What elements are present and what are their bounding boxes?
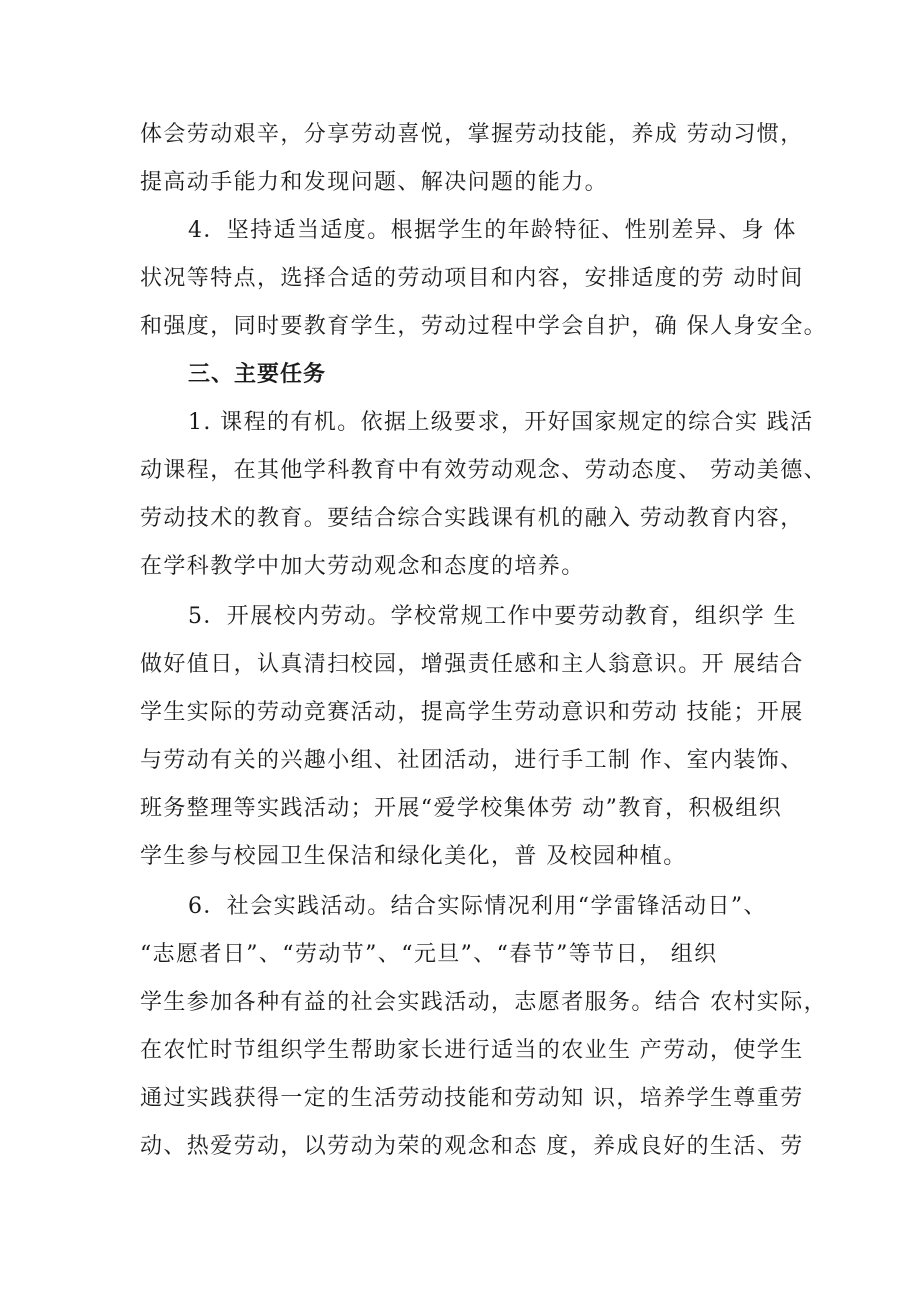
list-item-6-line: 6．社会实践活动。结合实际情况利用“学雷锋活动日”、 (188, 894, 767, 919)
paragraph-line: 在农忙时节组织学生帮助家长进行适当的农业生 产劳动，使学生 (140, 1038, 804, 1063)
paragraph-line: 在学科教学中加大劳动观念和态度的培养。 (140, 554, 585, 579)
section-heading: 三、主要任务 (188, 362, 327, 387)
paragraph-line: 状况等特点，选择合适的劳动项目和内容，安排适度的劳 动时间 (140, 266, 804, 291)
paragraph-line: 与劳动有关的兴趣小组、社团活动，进行手工制 作、室内装饰、 (140, 748, 804, 773)
paragraph-line: 和强度，同时要教育学生，劳动过程中学会自护，确 保人身安全。 (140, 314, 827, 339)
paragraph-line: 学生参加各种有益的社会实践活动，志愿者服务。结合 农村实际， (140, 990, 827, 1015)
paragraph-line: 学生实际的劳动竞赛活动，提高学生劳动意识和劳动 技能；开展 (140, 700, 804, 725)
paragraph-line: 动课程，在其他学科教育中有效劳动观念、劳动态度、 劳动美德、 (140, 458, 827, 483)
paragraph-line: 通过实践获得一定的生活劳动技能和劳动知 识，培养学生尊重劳 (140, 1086, 804, 1111)
paragraph-line: 提高动手能力和发现问题、解决问题的能力。 (140, 170, 609, 195)
paragraph-line: 做好值日，认真清扫校园，增强责任感和主人翁意识。开 展结合 (140, 652, 804, 677)
paragraph-line: 劳动技术的教育。要结合综合实践课有机的融入 劳动教育内容， (140, 506, 804, 531)
paragraph-line: 学生参与校园卫生保洁和绿化美化，普 及校园种植。 (140, 844, 687, 869)
paragraph-line: 体会劳动艰辛，分享劳动喜悦，掌握劳动技能，养成 劳动习惯， (140, 122, 804, 147)
paragraph-line: “志愿者日”、“劳动节”、“元旦”、“春节”等节日， 组织 (140, 942, 718, 967)
list-item-1-line: 1. 课程的有机。依据上级要求，开好国家规定的综合实 践活 (188, 410, 814, 435)
list-item-4-line: 4．坚持适当适度。根据学生的年龄特征、性别差异、身 体 (188, 218, 797, 243)
paragraph-line: 班务整理等实践活动；开展“爱学校集体劳 动”教育，积极组织 (140, 796, 783, 821)
list-item-5-line: 5．开展校内劳动。学校常规工作中要劳动教育，组织学 生 (188, 604, 797, 629)
paragraph-line: 动、热爱劳动，以劳动为荣的观念和态 度，养成良好的生活、劳 (140, 1134, 804, 1159)
